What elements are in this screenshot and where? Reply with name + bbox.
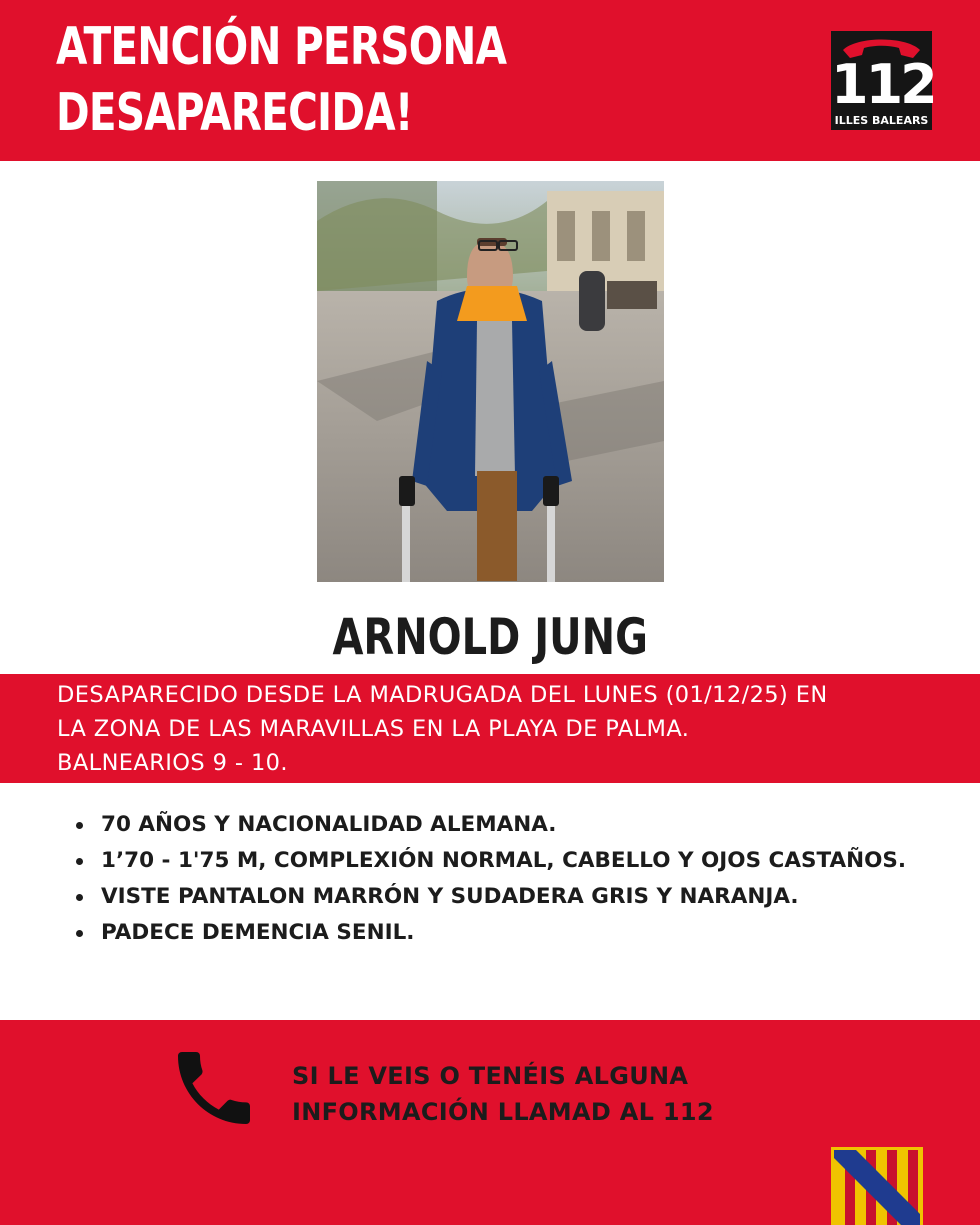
cta-line-1: SI LE VEIS O TENÉIS ALGUNA <box>292 1062 689 1090</box>
list-item: VISTE PANTALON MARRÓN Y SUDADERA GRIS Y NARANJA. <box>76 880 956 914</box>
call-to-action <box>292 1058 852 1130</box>
title-line-1: ATENCIÓN PERSONA <box>56 17 507 77</box>
logo-number: 112 <box>831 53 935 116</box>
person-details-list <box>76 808 956 952</box>
cta-line-2: INFORMACIÓN LLAMAD AL 112 <box>292 1098 714 1126</box>
title-line-2: DESAPARECIDA! <box>56 83 413 143</box>
missing-person-photo <box>317 181 664 582</box>
description-line-2: LA ZONA DE LAS MARAVILLAS EN LA PLAYA DE PALMA. <box>57 716 690 742</box>
list-item: 1’70 - 1'75 M, COMPLEXIÓN NORMAL, CABELLO Y OJOS CASTAÑOS. <box>76 844 956 878</box>
phone-icon <box>166 1040 262 1136</box>
emergency-112-logo <box>831 31 935 130</box>
photo-illustration <box>317 181 664 582</box>
page-title <box>56 14 602 146</box>
person-name <box>0 606 980 668</box>
description-line-1: DESAPARECIDO DESDE LA MADRUGADA DEL LUNES (01/12/25) EN <box>57 682 828 708</box>
disappearance-description <box>57 678 957 780</box>
description-line-3: BALNEARIOS 9 - 10. <box>57 750 288 776</box>
list-item: 70 AÑOS Y NACIONALIDAD ALEMANA. <box>76 808 956 842</box>
list-item: PADECE DEMENCIA SENIL. <box>76 916 956 950</box>
balearic-flag-icon <box>831 1147 923 1225</box>
person-name-text: ARNOLD JUNG <box>332 608 648 666</box>
flag-graphic <box>834 1150 920 1225</box>
logo-subtitle: ILLES BALEARS <box>834 114 929 127</box>
